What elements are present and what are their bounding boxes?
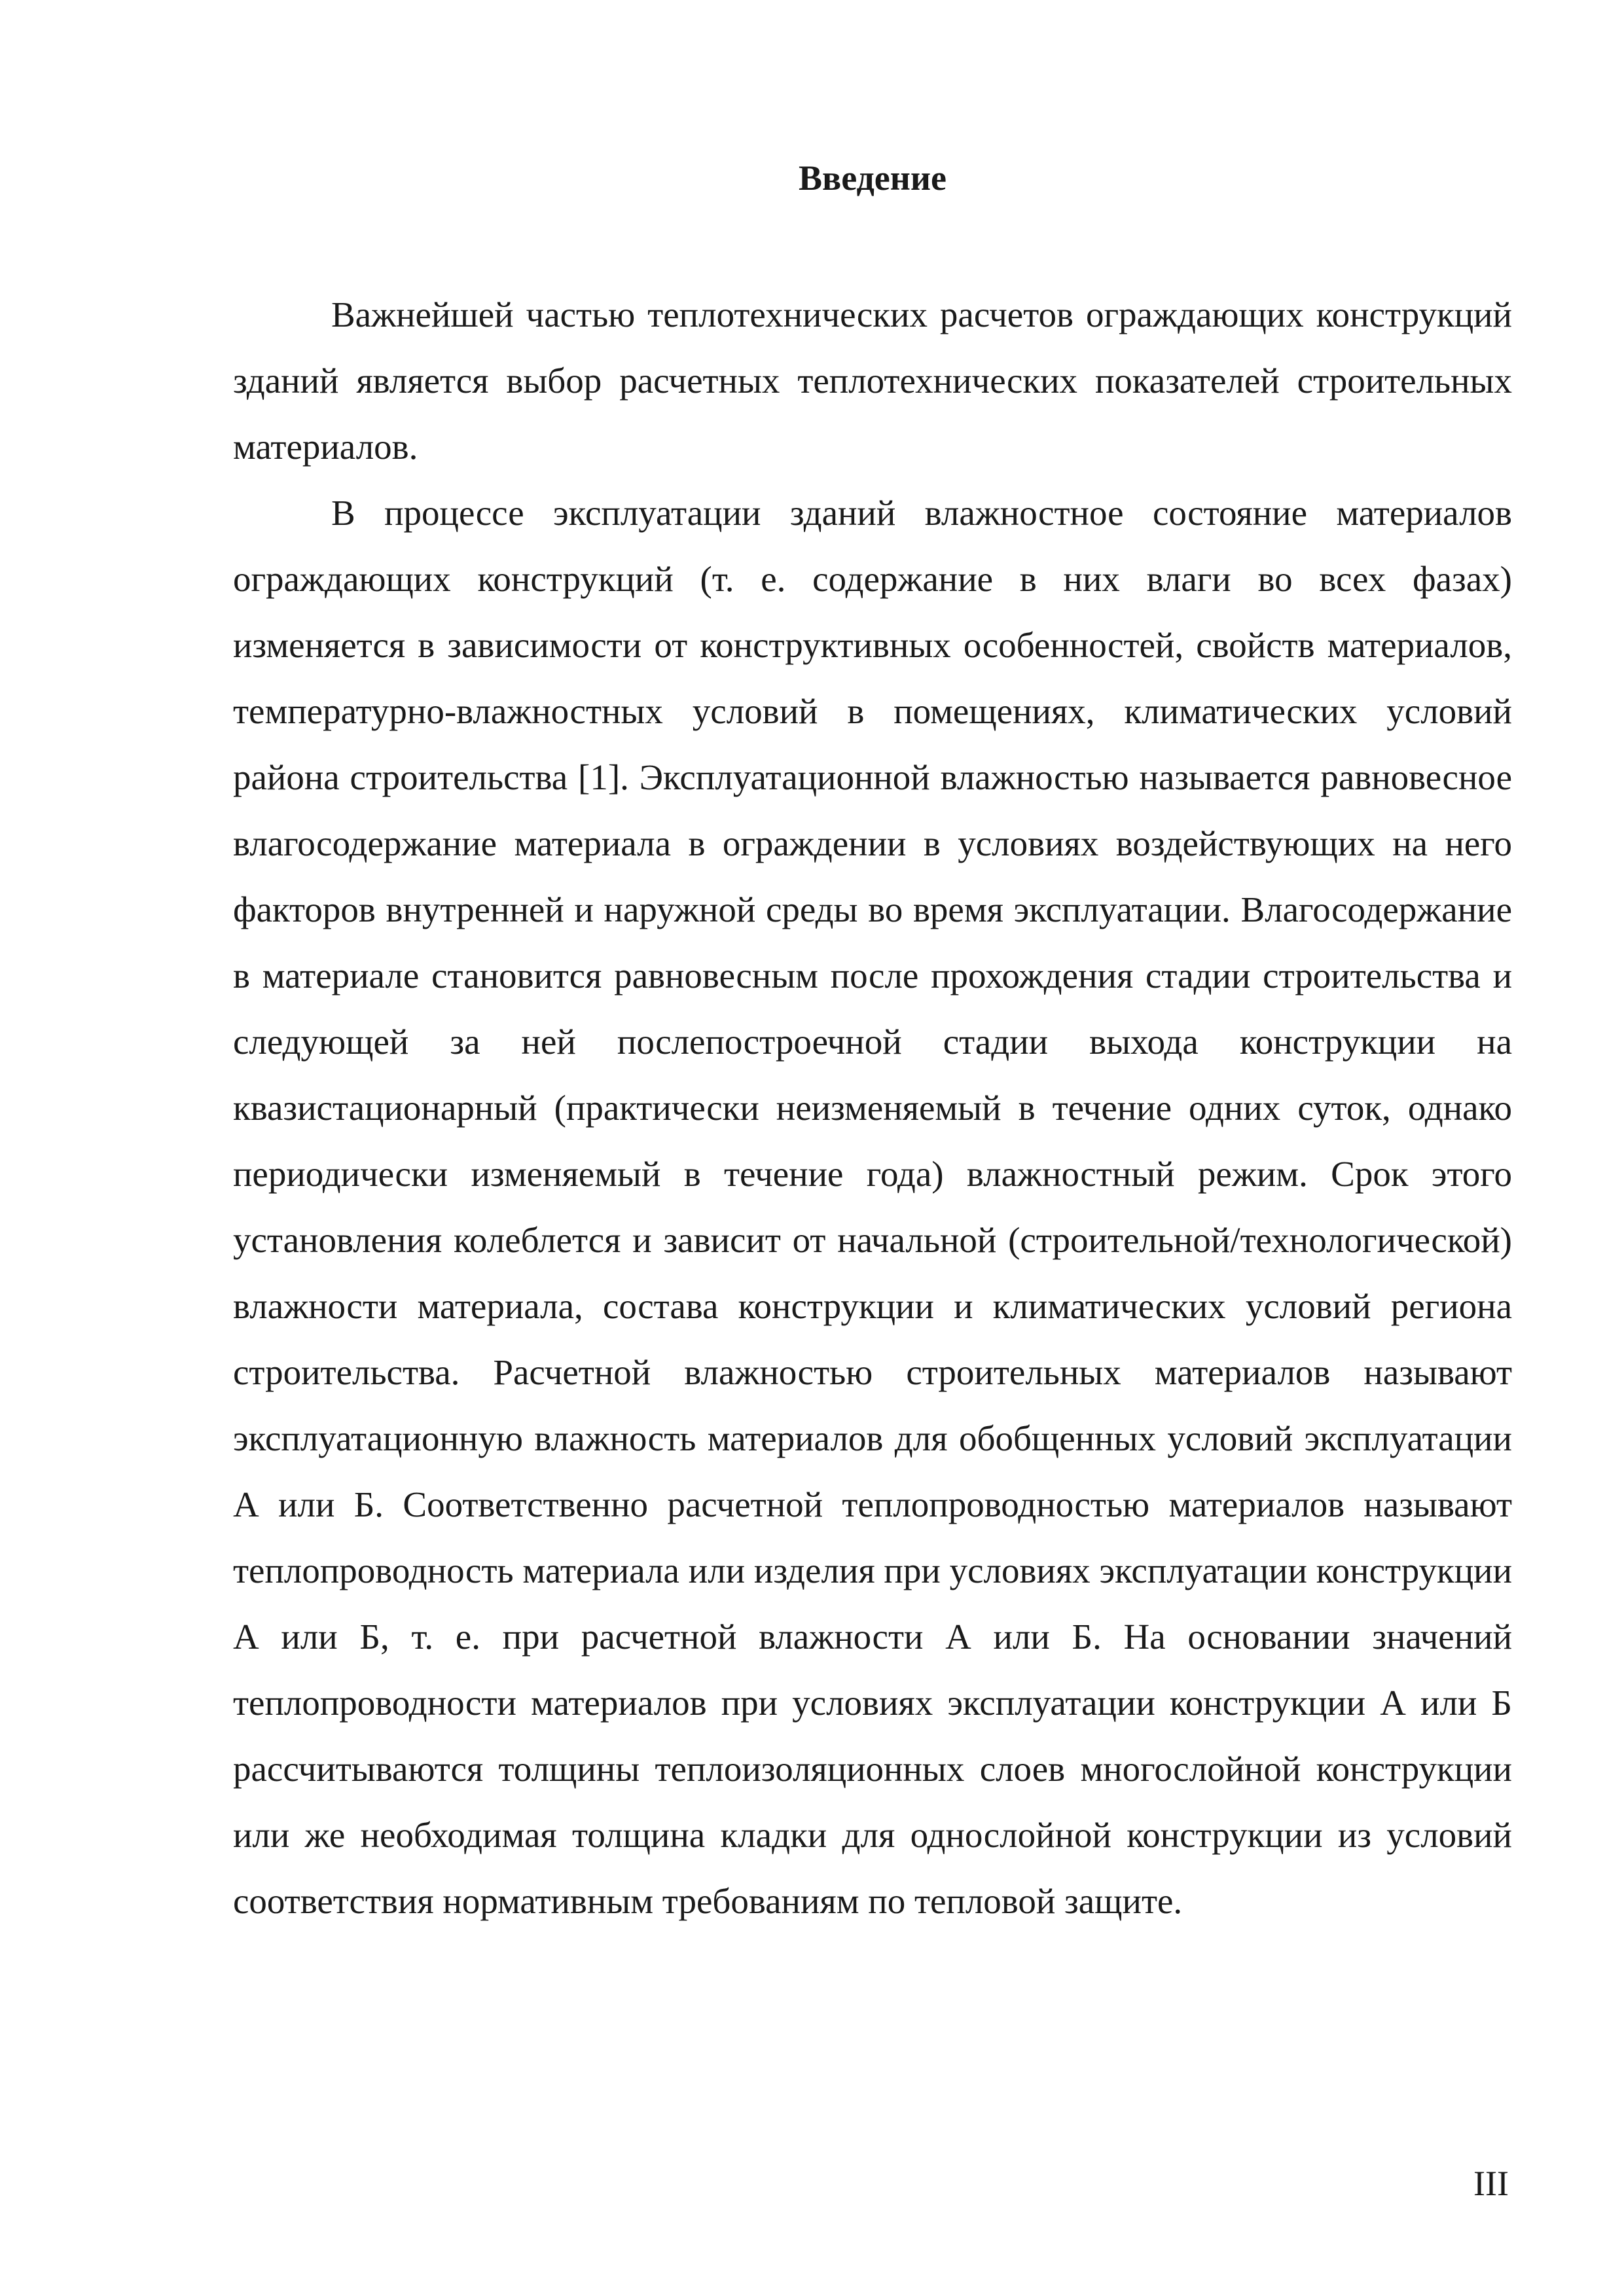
section-heading: Введение (799, 158, 947, 198)
paragraph-2: В процессе эксплуатации зданий влажностное состояние материалов ограждающих конструкций (т. е. содержание в них влаги во всех фазах) изменяется в зависимости от конструктивных особенностей, свойств материалов, температурно-влажностных условий в помещениях, климатических условий района строительства [1]. Эксплуатационной влажностью называется равновесное влагосодержание материала в ограждении в условиях воздействующих на него факторов внутренней и наружной среды во время эксплуатации. Влагосодержание в материале становится равновесным после прохождения стадии строительства и следующей за ней послепостроечной стадии выхода конструкции на квазистационарный (практически неизменяемый в течение одних суток, однако периодически изменяемый в течение года) влажностный режим. Срок этого установления колеблется и зависит от начальной (строительной/технологической) влажности материала, состава конструкции и климатических условий региона строительства. Расчетной влажностью строительных материалов называют эксплуатационную влажность материалов для обобщенных условий эксплуатации А или Б. Соответственно расчетной теплопроводностью материалов называют теплопроводность материала или изделия при условиях эксплуатации конструкции А или Б, т. е. при расчетной влажности А или Б. На основании значений теплопроводности материалов при условиях эксплуатации конструкции А или Б рассчитываются толщины теплоизоляционных слоев многослойной конструкции или же необходимая толщина кладки для однослойной конструкции из условий соответствия нормативным требованиям по тепловой защите. (233, 493, 1512, 1921)
body-text (233, 281, 1512, 1934)
paragraph-1: Важнейшей частью теплотехнических расчетов ограждающих конструкций зданий является выбор расчетных теплотехнических показателей строительных материалов. (233, 295, 1512, 467)
page-number: III (1473, 2164, 1509, 2203)
